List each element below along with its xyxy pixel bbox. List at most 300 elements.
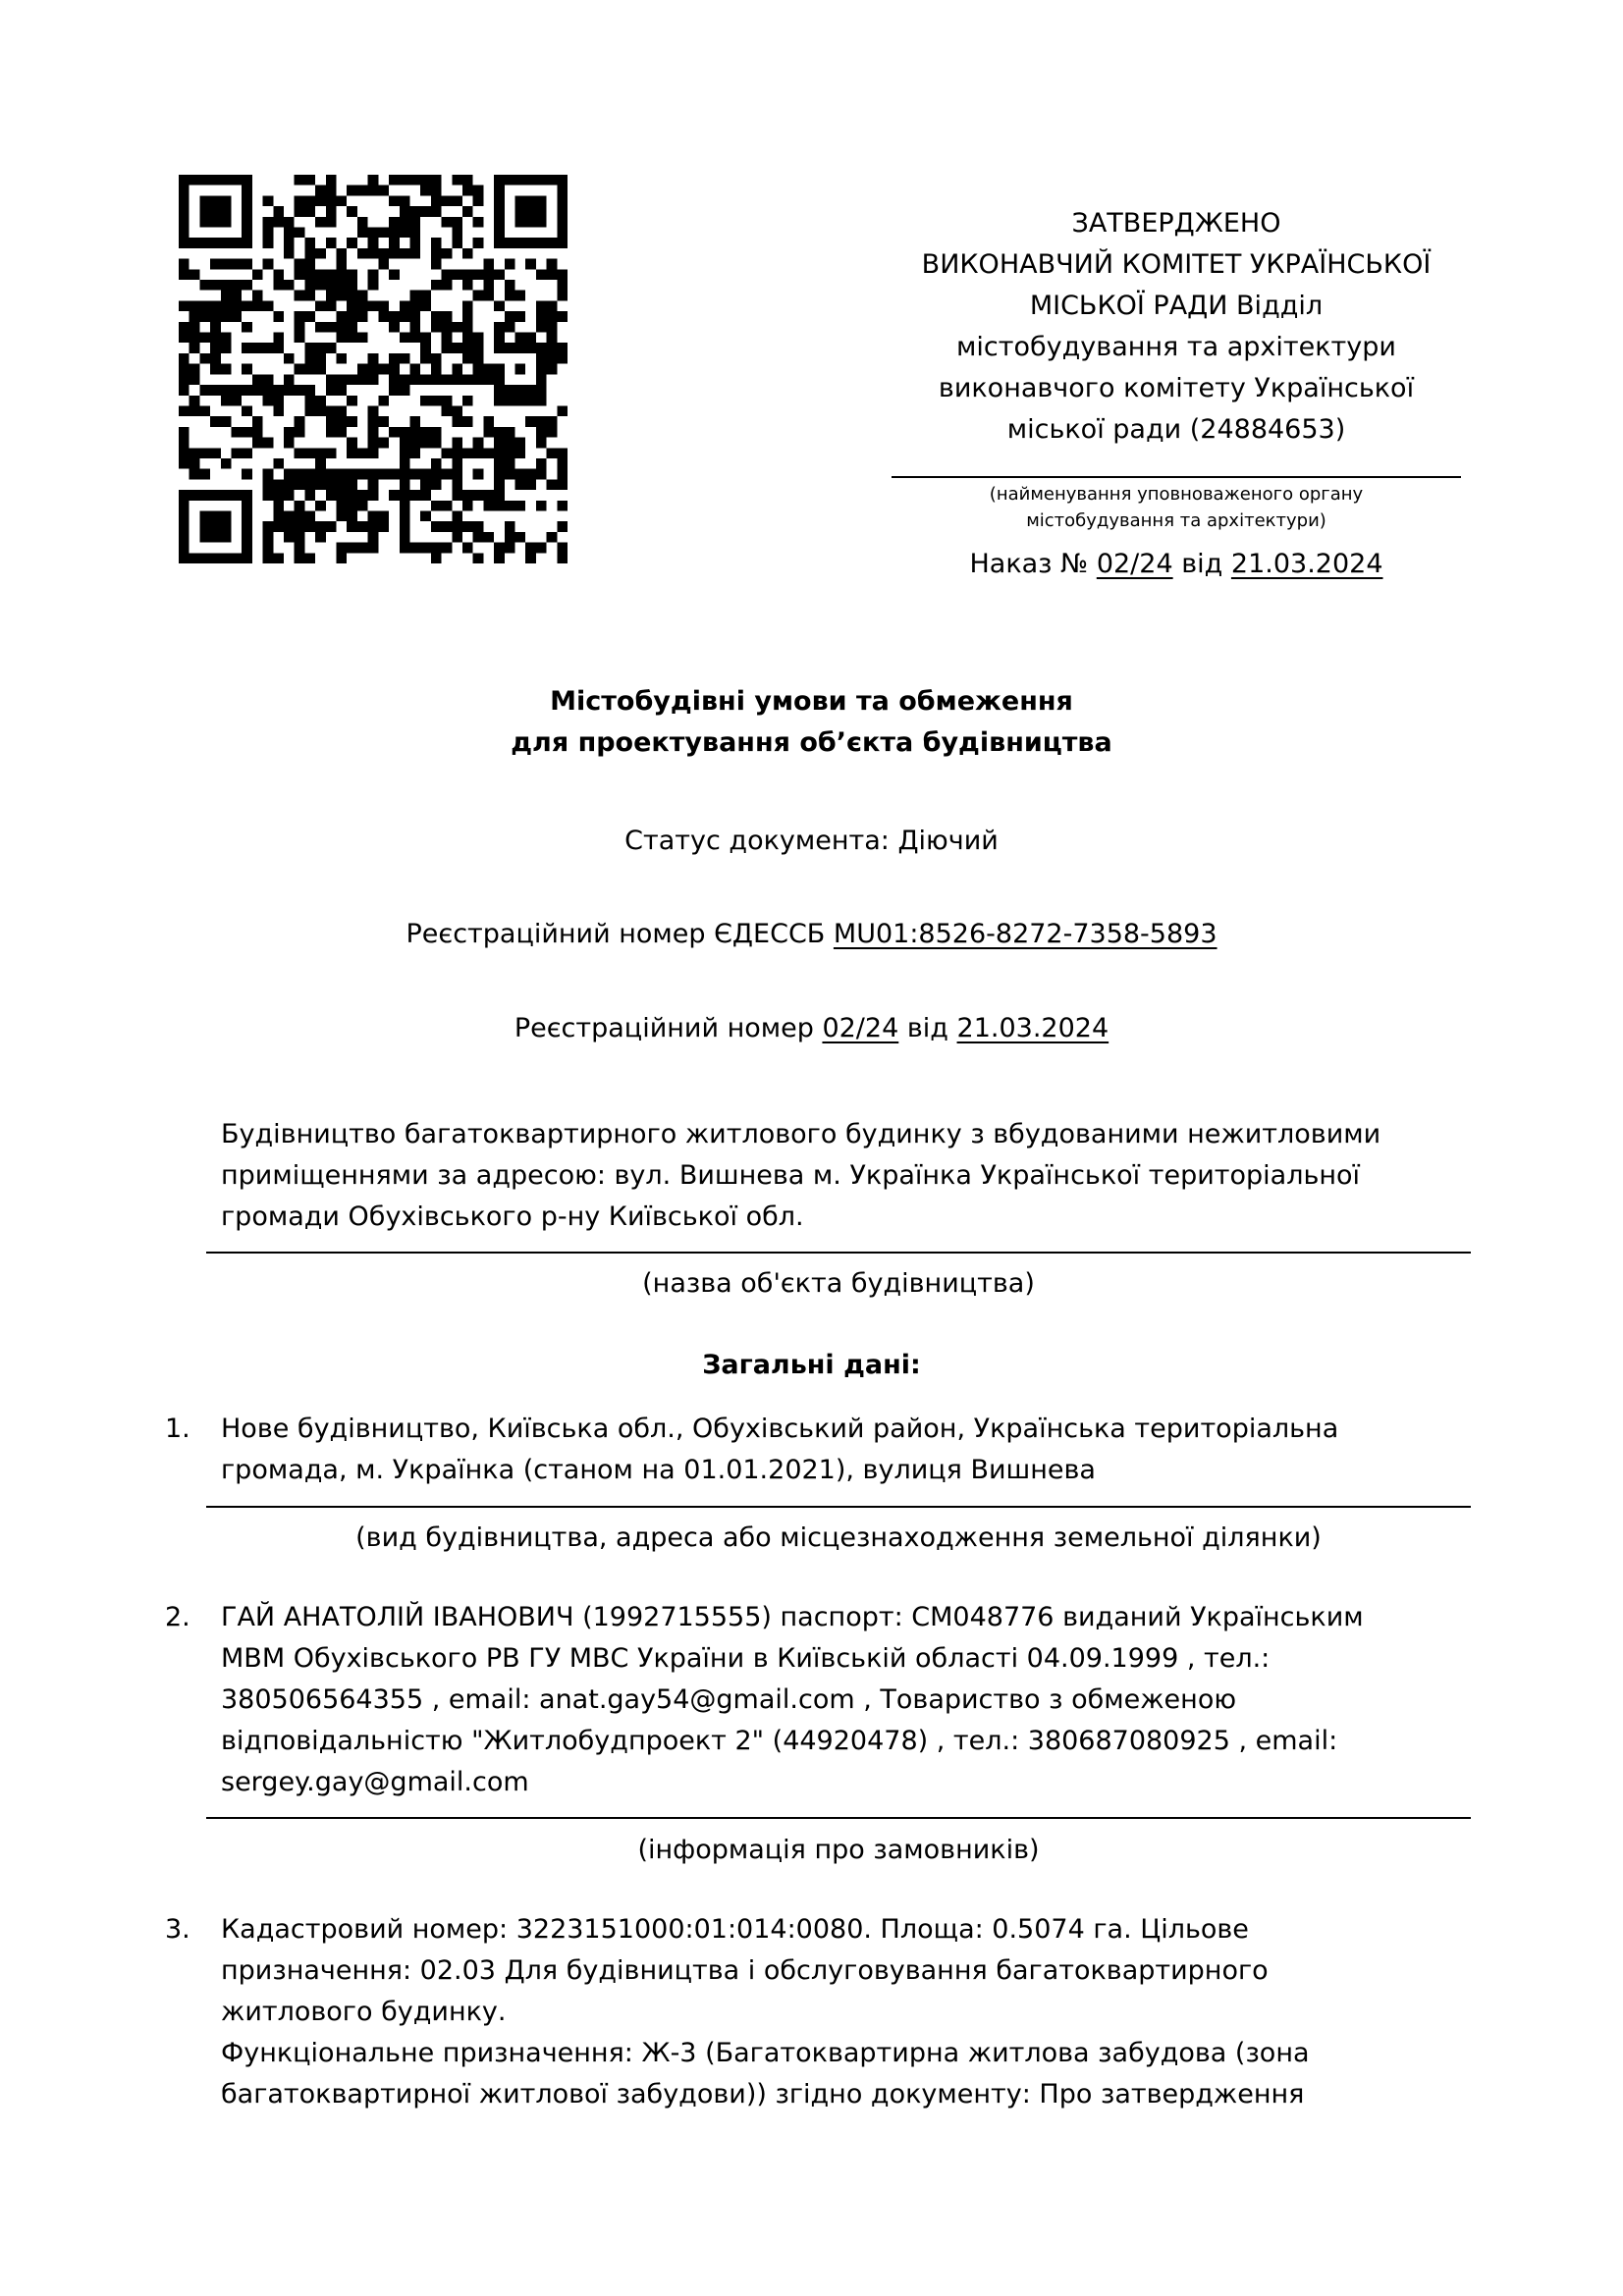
qr-module [357, 217, 368, 228]
qr-module [409, 300, 420, 311]
qr-module [505, 291, 515, 301]
qr-module [525, 553, 536, 563]
qr-module [409, 238, 420, 248]
document-page: ЗАТВЕРДЖЕНО ВИКОНАВЧИЙ КОМІТЕТ УКРАЇНСЬКОЇ МІСЬКОЇ РАДИ Відділ містобудування та архітектури виконавчого комітету Української міської ради (24884653) (найменування уповноваженого органу містобудування та архітектури) Наказ № 02/24 від 21.03.2024 Містобудівні умови та обмеження для проектування об’єкта будівництва Статус документа: Діючий Реєстраційний номер ЄДЕССБ MU01:8526-8272-7358-5893 Реєстраційний номер 02/24 від 21.03.2024 Будівництво багатоквартирного житлового будинку з вбудованими нежитловими приміщеннями за адресою: вул. Вишнева м. Українка Української територіальної громади Обухівського р-ну Київської обл. (назва об'єкта будівництва) Загальні дані: 1. Нове будівництво, Київська обл., Обухівський район, Українська територіальна громада, м. Українка (станом на 01.01.2021), вулиця Вишнева (вид будівництва, адреса або місцезнаходження земельної ділянки) 2. ГАЙ АНАТОЛІЙ ІВАНОВИЧ (1992715555) паспорт: СМ048776 виданий Українським МВМ Обухівського РВ ГУ МВС України в Київській області 04.09.1999 , тел.: 380506564355 , email: anat.gay54@gmail.com , Товариство з обмеженою відповідальністю "Житлобудпроект 2" (44920478) , тел.: 380687080925 , email: sergey.gay@gmail.com (інформація про замовників) 3. Кадастровий номер: 3223151000:01:014:0080. Площа: 0.5074 га. Цільове призначення: 02.03 Для будівництва і обслуговування багатоквартирного житлового будинку. Функціональне призначення: Ж-3 (Багатоквартирна житлова забудова (зона багатоквартирної житлової забудови)) згідно документу: Про затвердження [0, 0, 1623, 2296]
qr-module [368, 186, 379, 196]
qr-module [315, 300, 326, 311]
qr-module [179, 195, 189, 206]
org-line: ВИКОНАВЧИЙ КОМІТЕТ УКРАЇНСЬКОЇ [921, 249, 1432, 280]
qr-module [221, 217, 232, 228]
qr-module [483, 364, 494, 375]
qr-module [295, 291, 305, 301]
qr-module [210, 553, 221, 563]
qr-module [232, 311, 243, 322]
qr-module [525, 195, 536, 206]
qr-module [304, 291, 315, 301]
qr-module [557, 448, 568, 458]
qr-module [263, 259, 274, 270]
qr-module [462, 396, 473, 406]
qr-module [494, 396, 505, 406]
qr-module [400, 532, 410, 543]
qr-module [547, 238, 558, 248]
qr-module [409, 438, 420, 449]
qr-module [221, 416, 232, 427]
qr-module [525, 217, 536, 228]
qr-module [462, 269, 473, 280]
qr-module [431, 238, 442, 248]
item-underline [206, 1817, 1471, 1819]
org-underline [892, 476, 1461, 478]
qr-module [525, 479, 536, 490]
qr-module [221, 333, 232, 344]
qr-module [557, 311, 568, 322]
qr-module [252, 427, 263, 438]
qr-module [263, 374, 274, 385]
qr-module [420, 353, 431, 364]
qr-module [199, 448, 210, 458]
qr-module [357, 501, 368, 511]
qr-module [514, 175, 525, 186]
qr-module [431, 553, 442, 563]
qr-module [304, 206, 315, 217]
qr-module [326, 490, 337, 501]
qr-module [505, 532, 515, 543]
qr-module [189, 469, 200, 480]
qr-module [347, 479, 357, 490]
qr-module [368, 521, 379, 532]
qr-module [400, 521, 410, 532]
qr-module [473, 333, 484, 344]
qr-module [557, 553, 568, 563]
qr-module [505, 343, 515, 353]
qr-module [273, 343, 284, 353]
qr-module [462, 322, 473, 333]
qr-module [368, 479, 379, 490]
qr-module [420, 479, 431, 490]
qr-module [210, 490, 221, 501]
qr-module [431, 311, 442, 322]
qr-module [452, 532, 462, 543]
qr-module [242, 300, 252, 311]
qr-module [221, 259, 232, 270]
qr-module [295, 206, 305, 217]
qr-module [368, 280, 379, 291]
qr-module [368, 510, 379, 521]
qr-module [232, 448, 243, 458]
qr-module [400, 490, 410, 501]
qr-module [494, 458, 505, 469]
qr-module [210, 206, 221, 217]
qr-module [525, 343, 536, 353]
qr-module [337, 427, 348, 438]
qr-module [494, 427, 505, 438]
qr-module [536, 458, 547, 469]
qr-module [347, 311, 357, 322]
qr-module [514, 396, 525, 406]
qr-module [232, 385, 243, 396]
qr-module [273, 479, 284, 490]
qr-module [199, 311, 210, 322]
qr-module [326, 385, 337, 396]
qr-module [400, 385, 410, 396]
qr-module [252, 300, 263, 311]
qr-module [494, 269, 505, 280]
qr-module [357, 521, 368, 532]
qr-module [179, 353, 189, 364]
qr-module [483, 416, 494, 427]
qr-module [420, 343, 431, 353]
qr-module [304, 280, 315, 291]
qr-module [273, 217, 284, 228]
qr-module [420, 206, 431, 217]
qr-module [431, 469, 442, 480]
qr-module [347, 469, 357, 480]
document-status: Статус документа: Діючий [624, 826, 999, 856]
qr-module [347, 322, 357, 333]
qr-module [284, 280, 295, 291]
qr-module [409, 543, 420, 554]
qr-module [536, 438, 547, 449]
qr-module [378, 311, 389, 322]
qr-module [368, 374, 379, 385]
qr-module [284, 490, 295, 501]
qr-module [409, 217, 420, 228]
qr-module [189, 396, 200, 406]
qr-module [557, 228, 568, 239]
qr-module [337, 195, 348, 206]
qr-module [378, 396, 389, 406]
qr-module [210, 333, 221, 344]
qr-module [304, 521, 315, 532]
qr-module [409, 322, 420, 333]
qr-module [452, 479, 462, 490]
qr-module [326, 374, 337, 385]
qr-module [357, 333, 368, 344]
qr-module [179, 269, 189, 280]
qr-module [368, 438, 379, 449]
qr-module [505, 458, 515, 469]
qr-module [442, 521, 453, 532]
qr-module [295, 385, 305, 396]
qr-module [273, 458, 284, 469]
qr-module [442, 448, 453, 458]
qr-module [494, 322, 505, 333]
qr-module [505, 322, 515, 333]
qr-module [400, 195, 410, 206]
qr-module [273, 206, 284, 217]
qr-module [462, 206, 473, 217]
qr-module [389, 469, 400, 480]
qr-module [263, 543, 274, 554]
qr-module [462, 374, 473, 385]
approved-heading: ЗАТВЕРДЖЕНО [1071, 208, 1281, 239]
qr-module [525, 206, 536, 217]
qr-module [179, 553, 189, 563]
item-caption: (інформація про замовників) [637, 1835, 1040, 1865]
qr-module [431, 543, 442, 554]
qr-module [505, 501, 515, 511]
qr-module [179, 448, 189, 458]
qr-module [189, 333, 200, 344]
qr-module [494, 490, 505, 501]
qr-module [514, 364, 525, 375]
qr-module [273, 269, 284, 280]
qr-module [462, 501, 473, 511]
qr-module [315, 217, 326, 228]
qr-module [179, 217, 189, 228]
qr-module [505, 385, 515, 396]
qr-module [389, 353, 400, 364]
qr-module [483, 532, 494, 543]
qr-module [514, 343, 525, 353]
qr-module [295, 195, 305, 206]
qr-module [378, 259, 389, 270]
qr-module [473, 521, 484, 532]
qr-module [347, 396, 357, 406]
qr-module [536, 374, 547, 385]
qr-module [337, 248, 348, 259]
qr-module [400, 353, 410, 364]
qr-module [462, 543, 473, 554]
qr-module [326, 195, 337, 206]
qr-module [494, 343, 505, 353]
qr-module [514, 438, 525, 449]
object-caption: (назва об'єкта будівництва) [642, 1268, 1035, 1299]
qr-module [442, 333, 453, 344]
qr-module [273, 280, 284, 291]
qr-module [420, 396, 431, 406]
qr-module [400, 228, 410, 239]
qr-module [420, 300, 431, 311]
qr-module [326, 448, 337, 458]
qr-module [514, 532, 525, 543]
qr-module [189, 458, 200, 469]
qr-module [242, 490, 252, 501]
qr-module [547, 269, 558, 280]
qr-module [326, 217, 337, 228]
qr-module [452, 374, 462, 385]
qr-module [263, 490, 274, 501]
org-line: МІСЬКОЇ РАДИ Відділ [1029, 291, 1324, 321]
qr-module [295, 416, 305, 427]
qr-module [284, 521, 295, 532]
qr-module [210, 510, 221, 521]
qr-module [536, 195, 547, 206]
qr-module [295, 228, 305, 239]
qr-module [442, 195, 453, 206]
qr-module [378, 521, 389, 532]
qr-module [221, 396, 232, 406]
qr-module [347, 416, 357, 427]
qr-module [263, 469, 274, 480]
qr-module [263, 228, 274, 239]
qr-module [514, 195, 525, 206]
qr-module [420, 543, 431, 554]
qr-module [210, 343, 221, 353]
qr-module [199, 353, 210, 364]
qr-module [284, 374, 295, 385]
qr-module [326, 269, 337, 280]
qr-module [347, 238, 357, 248]
qr-module [442, 405, 453, 416]
qr-module [536, 501, 547, 511]
qr-module [525, 333, 536, 344]
qr-module [326, 300, 337, 311]
qr-module [284, 385, 295, 396]
qr-module [557, 353, 568, 364]
qr-module [315, 448, 326, 458]
qr-module [557, 479, 568, 490]
qr-module [409, 206, 420, 217]
qr-module [304, 248, 315, 259]
qr-module [494, 501, 505, 511]
qr-module [252, 269, 263, 280]
qr-module [337, 353, 348, 364]
qr-module [452, 217, 462, 228]
qr-module [242, 206, 252, 217]
qr-module [295, 364, 305, 375]
qr-module [304, 259, 315, 270]
qr-module [547, 300, 558, 311]
qr-module [357, 186, 368, 196]
qr-module [525, 469, 536, 480]
qr-module [357, 311, 368, 322]
qr-module [505, 280, 515, 291]
qr-module [462, 311, 473, 322]
qr-module [304, 479, 315, 490]
qr-module [179, 186, 189, 196]
qr-module [221, 291, 232, 301]
qr-module [505, 438, 515, 449]
qr-module [210, 416, 221, 427]
qr-module [483, 448, 494, 458]
qr-module [409, 469, 420, 480]
qr-module [232, 280, 243, 291]
qr-module [473, 553, 484, 563]
qr-module [210, 448, 221, 458]
qr-module [368, 248, 379, 259]
qr-module [337, 374, 348, 385]
qr-module [514, 448, 525, 458]
org-line: виконавчого комітету Української [938, 373, 1415, 403]
qr-module [179, 510, 189, 521]
qr-module [536, 175, 547, 186]
qr-module [273, 396, 284, 406]
qr-module [210, 385, 221, 396]
approval-block [892, 203, 1461, 451]
document-title: Містобудівні умови та обмеження для проектування об’єкта будівництва [511, 686, 1112, 758]
qr-module [221, 300, 232, 311]
qr-module [557, 291, 568, 301]
qr-module [210, 195, 221, 206]
qr-module [409, 374, 420, 385]
qr-module [505, 311, 515, 322]
qr-module [326, 175, 337, 186]
registration-number: Реєстраційний номер 02/24 від 21.03.2024 [514, 1013, 1109, 1043]
qr-module [189, 490, 200, 501]
qr-module [273, 405, 284, 416]
qr-module [547, 448, 558, 458]
qr-module [337, 311, 348, 322]
qr-module [263, 521, 274, 532]
qr-module [304, 343, 315, 353]
qr-module [409, 448, 420, 458]
qr-module [494, 228, 505, 239]
qr-module [337, 269, 348, 280]
qr-module [400, 543, 410, 554]
qr-module [189, 322, 200, 333]
qr-module [357, 364, 368, 375]
qr-module [221, 280, 232, 291]
qr-module [547, 343, 558, 353]
qr-module [536, 353, 547, 364]
qr-module [326, 405, 337, 416]
qr-module [221, 458, 232, 469]
qr-module [273, 501, 284, 511]
qr-module [494, 195, 505, 206]
qr-module [557, 269, 568, 280]
qr-module [179, 405, 189, 416]
qr-module [431, 438, 442, 449]
qr-module [273, 333, 284, 344]
qr-module [189, 300, 200, 311]
qr-module [179, 438, 189, 449]
qr-module [452, 510, 462, 521]
qr-module [473, 291, 484, 301]
qr-module [284, 353, 295, 364]
qr-module [409, 416, 420, 427]
qr-module [242, 343, 252, 353]
qr-module [221, 385, 232, 396]
qr-module [232, 396, 243, 406]
qr-module [420, 510, 431, 521]
qr-module [357, 469, 368, 480]
qr-module [547, 479, 558, 490]
qr-module [326, 206, 337, 217]
order-number: 02/24 [1096, 549, 1173, 579]
qr-module [304, 364, 315, 375]
qr-module [368, 469, 379, 480]
qr-module [284, 248, 295, 259]
qr-module [473, 195, 484, 206]
qr-module [431, 479, 442, 490]
qr-module [409, 248, 420, 259]
qr-module [326, 521, 337, 532]
qr-module [357, 374, 368, 385]
qr-module [263, 385, 274, 396]
qr-module [368, 353, 379, 364]
qr-module [494, 543, 505, 554]
qr-module [179, 385, 189, 396]
qr-module [473, 238, 484, 248]
qr-module [494, 186, 505, 196]
qr-module [347, 521, 357, 532]
qr-module [295, 448, 305, 458]
qr-module [189, 175, 200, 186]
qr-module [452, 238, 462, 248]
qr-module [284, 217, 295, 228]
qr-module [326, 416, 337, 427]
qr-module [483, 374, 494, 385]
qr-module [494, 553, 505, 563]
qr-module [347, 448, 357, 458]
qr-module [252, 343, 263, 353]
qr-module [357, 490, 368, 501]
qr-module [409, 175, 420, 186]
qr-module [525, 175, 536, 186]
qr-module [273, 385, 284, 396]
qr-module [304, 269, 315, 280]
